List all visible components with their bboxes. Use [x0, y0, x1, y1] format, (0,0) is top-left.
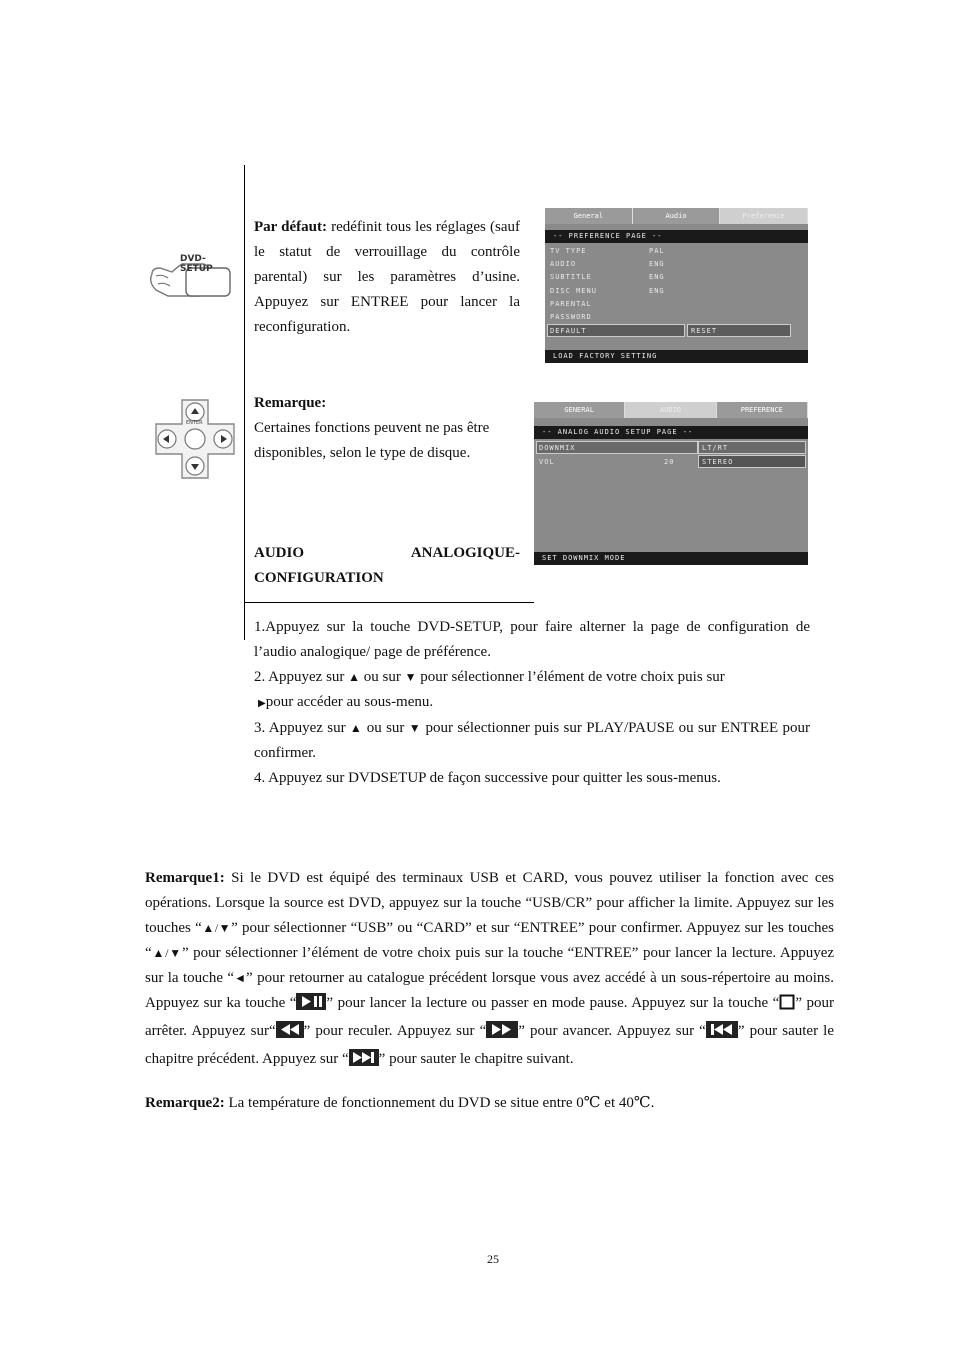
screen1-row-default: DEFAULT RESET: [550, 327, 718, 335]
next-chapter-icon: [349, 1049, 379, 1075]
steps-block: [254, 615, 810, 791]
screen1-row: SUBTITLE ENG: [550, 273, 665, 281]
section-heading: [254, 541, 520, 591]
preference-page-screenshot: [545, 208, 808, 363]
remarque2-lead: Remarque2:: [145, 1095, 225, 1111]
default-lead: Par défaut:: [254, 219, 327, 235]
screen1-tab-general: General: [545, 208, 633, 224]
up-arrow-icon: ▲: [348, 670, 361, 684]
page-number: 25: [487, 1252, 499, 1266]
screen1-row: PASSWORD: [550, 313, 592, 321]
left-arrow-icon: ◄: [234, 971, 246, 985]
navigation-pad-icon: [152, 398, 238, 480]
stop-icon: [779, 994, 795, 1019]
screen1-tab-audio: Audio: [633, 208, 721, 224]
screen2-header: -- ANALOG AUDIO SETUP PAGE --: [534, 426, 808, 439]
up-down-arrows: ▲/▼: [201, 921, 232, 935]
screen2-row-vol: VOL 20 STEREO: [539, 458, 734, 466]
screen1-row: DISC MENU ENG: [550, 287, 665, 295]
vertical-rule: [244, 165, 245, 640]
remarque1-lead: Remarque1:: [145, 870, 225, 886]
right-arrow-icon: ▶: [258, 698, 266, 709]
previous-chapter-icon: [706, 1021, 738, 1047]
screen2-footer: SET DOWNMIX MODE: [534, 552, 808, 565]
dvd-setup-remote-icon: [146, 252, 238, 304]
screen2-tab-audio: AUDIO: [625, 402, 716, 418]
screen2-tab-general: GENERAL: [534, 402, 625, 418]
screen1-tab-preference: Preference: [720, 208, 808, 224]
default-description: [254, 215, 520, 340]
rewind-icon: [276, 1021, 304, 1047]
default-text: redéfinit tous les réglages (sauf le statut de verrouillage du contrôle parental) sur les paramètres d’usine. Appuyez sur ENTREE pour lancer la reconfiguration.: [254, 219, 520, 335]
screen1-footer: LOAD FACTORY SETTING: [545, 350, 808, 363]
screen2-tab-preference: PREFERENCE: [717, 402, 808, 418]
step-1: 1.Appuyez sur la touche DVD-SETUP, pour faire alterner la page de configuration de l’audio analogique/ page de préférence.: [254, 619, 810, 660]
down-arrow-icon: ▼: [404, 670, 417, 684]
note-text: Certaines fonctions peuvent ne pas être disponibles, selon le type de disque.: [254, 420, 490, 461]
play-pause-icon: [296, 993, 326, 1019]
remarque1-block: Remarque1: Si le DVD est équipé des terminaux USB et CARD, vous pouvez utiliser la fonction avec ces opérations. Lorsque la source est DVD, appuyez sur la touche “USB/CR” pour afficher la limite. Appuyez sur les touches “▲/▼” pour sélectionner “USB” ou “CARD” et sur “ENTREE” pour confirmer. Appuyez sur les touches “▲/▼” pour sélectionner l’élément de votre choix puis sur la touche “ENTREE” pour lancer la lecture. Appuyez sur la touche “◄” pour retourner au catalogue précédent lorsque vous avez accédé à un sous-répertoire au moins. Appuyez sur ka touche “ ” pour lancer la lecture ou passer en mode pause. Appuyez sur la touche “ ” pour arrêter. Appuyez sur“ ” pour reculer. Appuyez sur “ ” pour avancer. Appuyez sur “ ” pour sauter le chapitre précédent. Appuyez sur “ ” pour sauter le chapitre suivant.: [145, 866, 834, 1075]
screen1-row: PARENTAL: [550, 300, 592, 308]
screen2-row-downmix: DOWNMIX LT/RT: [539, 444, 729, 452]
heading-word-audio: AUDIO: [254, 545, 305, 561]
screen1-header: -- PREFERENCE PAGE --: [545, 230, 808, 243]
note-title: Remarque:: [254, 395, 327, 411]
remarque2-text: La température de fonctionnement du DVD se situe entre 0℃ et 40℃.: [224, 1095, 655, 1111]
remarque2-block: [145, 1091, 834, 1116]
screen1-tabs: [545, 208, 808, 224]
fast-forward-icon: [486, 1021, 518, 1047]
step-2: 2. Appuyez sur ▲ ou sur ▼ pour sélectionner l’élément de votre choix puis sur ▶pour accéder au sous-menu.: [254, 669, 725, 710]
note-block: [254, 391, 520, 466]
screen1-row: AUDIO ENG: [550, 260, 665, 268]
screen2-tabs: [534, 402, 808, 418]
heading-configuration: CONFIGURATION: [254, 570, 384, 586]
heading-word-analogique: ANALOGIQUE-: [410, 545, 520, 561]
analog-audio-setup-screenshot: [534, 402, 808, 565]
step-4: 4. Appuyez sur DVDSETUP de façon successive pour quitter les sous-menus.: [254, 770, 721, 786]
enter-label: ENTER: [186, 420, 203, 426]
dvd-setup-label: DVD-SETUP: [180, 254, 213, 274]
step-3: 3. Appuyez sur ▲ ou sur ▼ pour sélectionner puis sur PLAY/PAUSE ou sur ENTREE pour confirmer.: [254, 720, 810, 761]
up-down-arrows: ▲/▼: [151, 946, 182, 960]
up-arrow-icon: ▲: [349, 721, 363, 735]
horizontal-rule: [244, 602, 534, 603]
down-arrow-icon: ▼: [408, 721, 422, 735]
screen1-row: TV TYPE PAL: [550, 247, 665, 255]
